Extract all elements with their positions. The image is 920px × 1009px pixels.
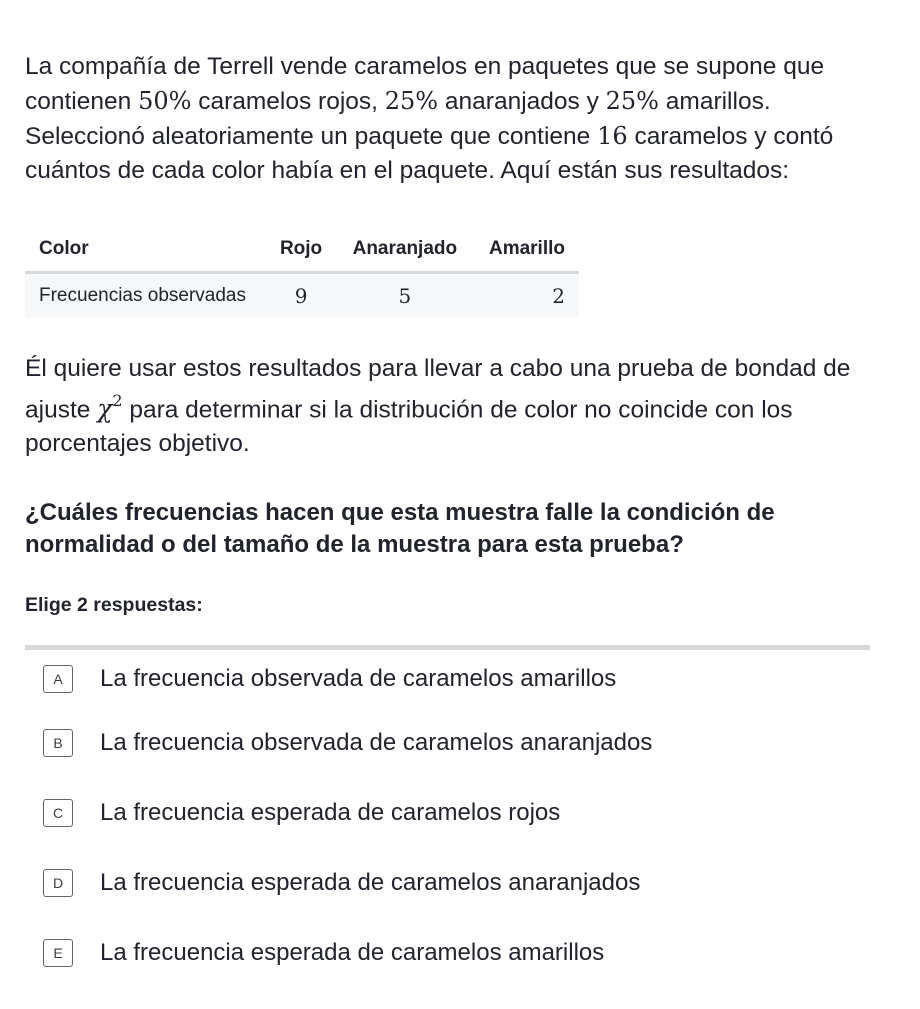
choice-text-d: La frecuencia esperada de caramelos anaranjados xyxy=(100,869,641,897)
answer-instruction: Elige 2 respuestas: xyxy=(25,594,203,617)
header-anaranjado: Anaranjado xyxy=(337,226,472,273)
choice-letter-b: B xyxy=(43,729,73,757)
choice-letter-d: D xyxy=(43,869,73,897)
table-row xyxy=(25,273,579,319)
header-color: Color xyxy=(25,226,265,273)
chi-square-symbol xyxy=(97,391,123,424)
choice-letter-c: C xyxy=(43,799,73,827)
choice-text-e: La frecuencia esperada de caramelos amarillos xyxy=(100,939,605,967)
intro-text: amarillos. Seleccionó aleatoriamente un paquete que contiene xyxy=(25,88,771,150)
percent-orange: 25% xyxy=(384,87,439,115)
choice-text-b: La frecuencia observada de caramelos anaranjados xyxy=(100,729,653,757)
choice-b[interactable] xyxy=(25,708,895,778)
intro-text: caramelos rojos, xyxy=(191,88,385,115)
percent-red: 50% xyxy=(138,87,192,115)
description-text: para determinar si la distribución de color no coincide con los porcentajes objetivo. xyxy=(25,396,793,458)
description-text: Él quiere usar estos resultados para llevar a cabo una prueba de bondad de ajuste xyxy=(25,355,851,424)
choice-e[interactable] xyxy=(25,918,895,988)
intro-text: La compañía de Terrell vende caramelos en paquetes que se supone que contienen xyxy=(25,53,825,115)
answer-choices xyxy=(25,650,895,988)
choice-text-a: La frecuencia observada de caramelos amarillos xyxy=(100,665,617,693)
row-label: Frecuencias observadas xyxy=(25,273,265,319)
header-amarillo: Amarillo xyxy=(472,226,579,273)
chi-exponent: 2 xyxy=(112,391,123,410)
question-text: ¿Cuáles frecuencias hacen que esta muestra falle la condición de normalidad o del tamaño de la muestra para esta prueba? xyxy=(25,499,775,559)
frequency-table xyxy=(25,226,579,318)
test-description xyxy=(25,352,895,461)
choice-a[interactable] xyxy=(25,650,895,708)
percent-yellow: 25% xyxy=(605,87,659,115)
sample-size: 16 xyxy=(597,122,628,150)
value-rojo: 9 xyxy=(265,273,338,319)
problem-intro xyxy=(25,50,895,188)
choice-d[interactable] xyxy=(25,848,895,918)
header-rojo: Rojo xyxy=(265,226,338,273)
value-anaranjado: 5 xyxy=(337,273,472,319)
choice-letter-e: E xyxy=(43,939,73,967)
table-header-row xyxy=(25,226,579,273)
choice-text-c: La frecuencia esperada de caramelos rojos xyxy=(100,799,561,827)
exercise-content xyxy=(25,50,895,988)
choice-c[interactable] xyxy=(25,778,895,848)
choice-letter-a: A xyxy=(43,665,73,693)
intro-text: caramelos y contó cuántos de cada color había en el paquete. Aquí están sus resultados: xyxy=(25,123,834,184)
value-amarillo: 2 xyxy=(472,273,579,319)
chi-letter: χ xyxy=(97,394,113,424)
intro-text: anaranjados y xyxy=(438,88,606,115)
